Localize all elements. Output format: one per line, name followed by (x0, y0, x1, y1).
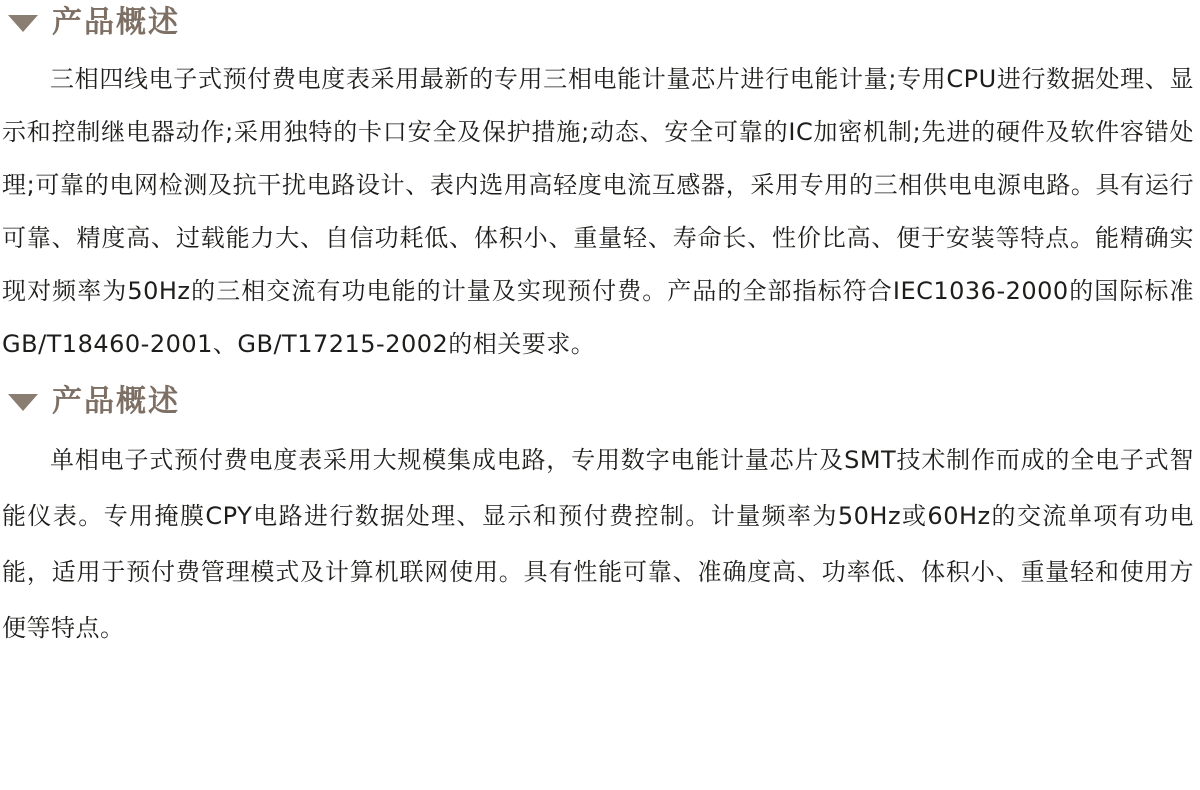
section-product-overview-three-phase (0, 0, 1200, 371)
section-heading (0, 0, 1200, 39)
section-product-overview-single-phase (0, 371, 1200, 656)
section-heading-label: 产品概述 (52, 5, 180, 40)
section-body-paragraph: 单相电子式预付费电度表采用大规模集成电路，专用数字电能计量芯片及SMT技术制作而成的全电子式智能仪表。专用掩膜CPY电路进行数据处理、显示和预付费控制。计量频率为50Hz或60Hz的交流单项有功电能，适用于预付费管理模式及计算机联网使用。具有性能可靠、准确度高、功率低、体积小、重量轻和使用方便等特点。 (2, 446, 1194, 642)
section-body-paragraph: 三相四线电子式预付费电度表采用最新的专用三相电能计量芯片进行电能计量;专用CPU进行数据处理、显示和控制继电器动作;采用独特的卡口安全及保护措施;动态、安全可靠的IC加密机制;先进的硬件及软件容错处理;可靠的电网检测及抗干扰电路设计、表内选用高轻度电流互感器，采用专用的三相供电电源电路。具有运行可靠、精度高、过载能力大、自信功耗低、体积小、重量轻、寿命长、性价比高、便于安装等特点。能精确实现对频率为50Hz的三相交流有功电能的计量及实现预付费。产品的全部指标符合IEC1036-2000的国际标准GB/T18460-2001、GB/T17215-2002的相关要求。 (2, 65, 1194, 358)
section-heading (0, 371, 1200, 418)
triangle-down-icon (8, 15, 38, 32)
section-heading-label: 产品概述 (52, 384, 180, 419)
triangle-down-icon (8, 394, 38, 411)
